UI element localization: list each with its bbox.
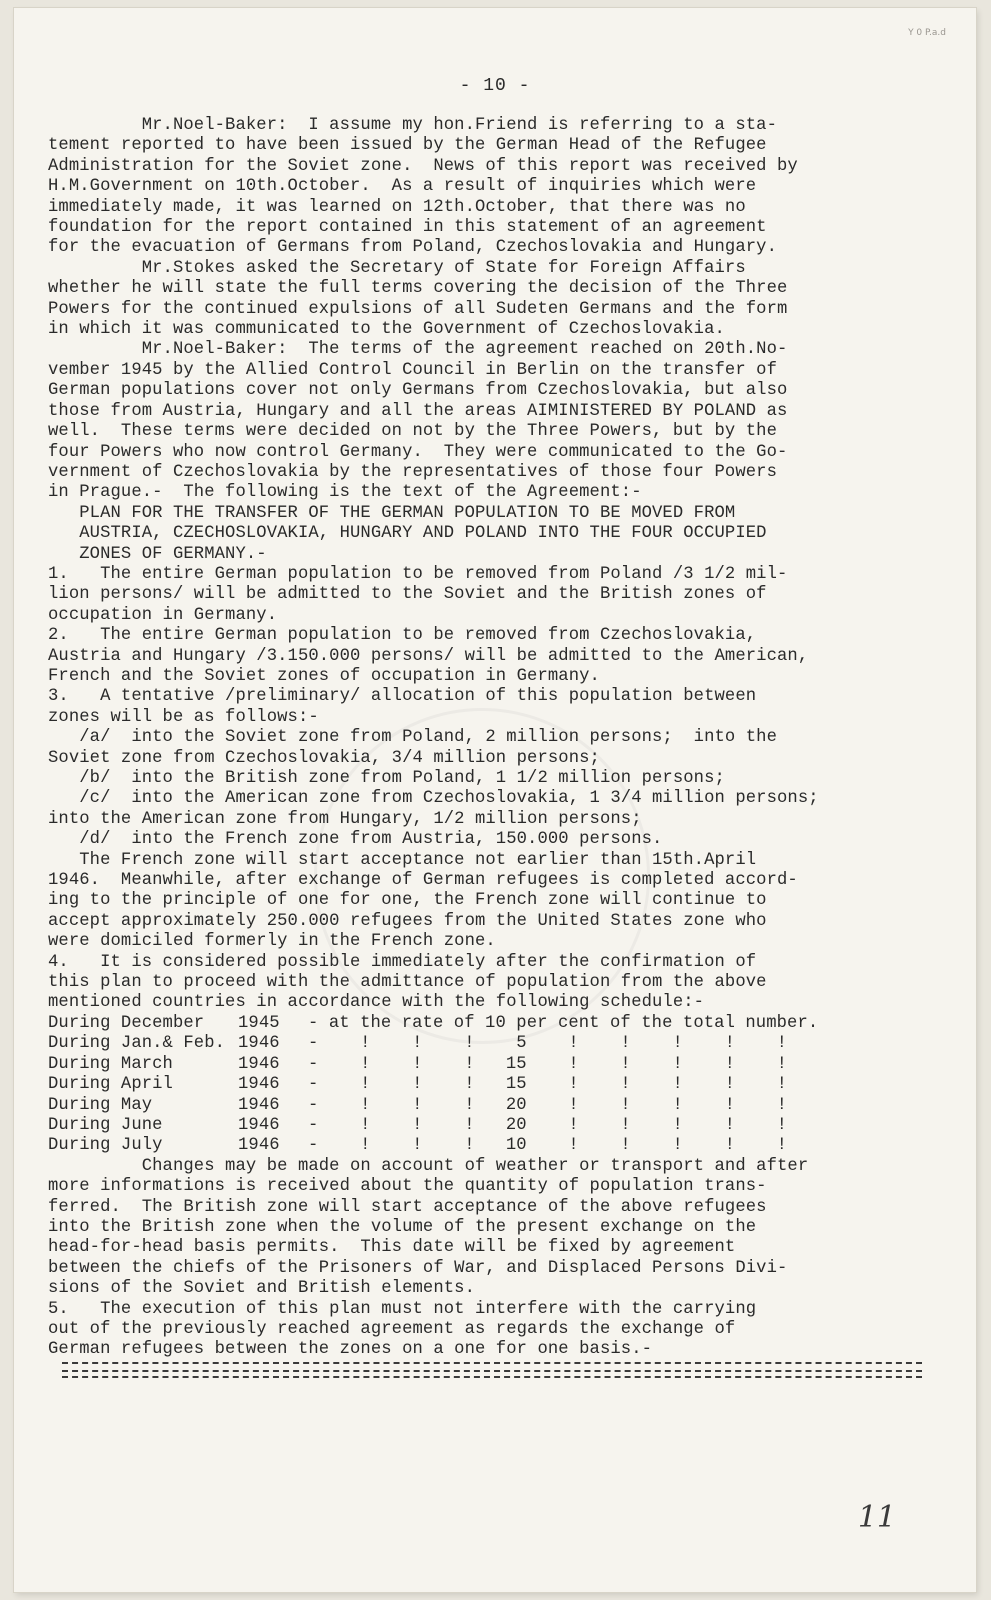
body-paragraphs <box>48 116 928 1014</box>
closing-paragraphs <box>48 1157 928 1361</box>
text-line: four Powers who now control Germany. They were communicated to the Go- <box>48 442 788 462</box>
text-line: /b/ into the British zone from Poland, 1 1/2 million persons; <box>48 769 725 788</box>
text-line: foundation for the report contained in this statement of an agreement <box>48 218 767 238</box>
text-line: Mr.Noel-Baker: I assume my hon.Friend is referring to a sta- <box>48 116 777 135</box>
text-line: sions of the Soviet and British elements. <box>48 1279 475 1299</box>
text-line: tement reported to have been issued by the German Head of the Refugee <box>48 136 767 156</box>
text-line: well. These terms were decided on not by the Three Powers, but by the <box>48 422 777 442</box>
text-line: mentioned countries in accordance with the following schedule:- <box>48 993 705 1013</box>
text-line: Soviet zone from Czechoslovakia, 3/4 million persons; <box>48 748 600 768</box>
double-separator-rule-top <box>62 1370 922 1372</box>
schedule-year-cell: 1946 <box>238 1095 280 1115</box>
text-line: /a/ into the Soviet zone from Poland, 2 million persons; into the <box>48 728 777 748</box>
text-line: vernment of Czechoslovakia by the representatives of those four Powers <box>48 462 777 482</box>
text-line: lion persons/ will be admitted to the Soviet and the British zones of <box>48 585 767 605</box>
text-line: Administration for the Soviet zone. News of this report was received by <box>48 156 798 176</box>
schedule-label-cell: During May <box>48 1095 153 1115</box>
text-line: /c/ into the American zone from Czechoslovakia, 1 3/4 million persons; <box>48 789 819 809</box>
text-line: for the evacuation of Germans from Poland, Czechoslovakia and Hungary. <box>48 238 777 258</box>
text-line: Changes may be made on account of weather or transport and after <box>48 1156 809 1176</box>
text-line: immediately made, it was learned on 12th.October, that there was no <box>48 197 746 217</box>
schedule-rest-cell: - at the rate of 10 per cent of the total number. <box>308 1013 819 1033</box>
schedule-year-cell: 1946 <box>238 1136 280 1156</box>
text-line: this plan to proceed with the admittance of population from the above <box>48 973 767 993</box>
text-line: between the chiefs of the Prisoners of War, and Displaced Persons Divi- <box>48 1258 788 1278</box>
text-line: The French zone will start acceptance not earlier than 15th.April <box>48 850 757 870</box>
schedule-label-cell: During June <box>48 1115 163 1135</box>
typed-text-body <box>48 116 928 1361</box>
text-line: 1. The entire German population to be removed from Poland /3 1/2 mil- <box>48 564 788 584</box>
schedule-label-cell: During April <box>48 1075 173 1095</box>
schedule-rest-cell: - ! ! ! 10 ! ! ! ! ! <box>308 1136 788 1156</box>
schedule-rest-cell: - ! ! ! 20 ! ! ! ! ! <box>308 1095 788 1115</box>
text-line: ing to the principle of one for one, the French zone will continue to <box>48 891 767 911</box>
text-line: into the British zone when the volume of the present exchange on the <box>48 1217 757 1237</box>
text-line: PLAN FOR THE TRANSFER OF THE GERMAN POPULATION TO BE MOVED FROM <box>48 503 736 523</box>
text-line: 1946. Meanwhile, after exchange of German refugees is completed accord- <box>48 871 798 891</box>
schedule-label-cell: During Jan.& Feb. <box>48 1034 226 1054</box>
text-line: ferred. The British zone will start acceptance of the above refugees <box>48 1197 767 1217</box>
corner-pencil-mark: Y 0 P.a.d <box>908 28 946 38</box>
text-line: in which it was communicated to the Government of Czechoslovakia. <box>48 320 725 340</box>
text-line: German populations cover not only Germans from Czechoslovakia, but also <box>48 381 788 401</box>
schedule-year-cell: 1946 <box>238 1034 280 1054</box>
text-line: Powers for the continued expulsions of all Sudeten Germans and the form <box>48 299 788 319</box>
text-line: 5. The execution of this plan must not interfere with the carrying <box>48 1299 757 1319</box>
text-line: into the American zone from Hungary, 1/2 million persons; <box>48 809 642 829</box>
text-line: H.M.Government on 10th.October. As a result of inquiries which were <box>48 177 757 197</box>
dotted-separator-rule <box>62 1362 922 1364</box>
schedule-label-cell: During December <box>48 1013 205 1033</box>
text-line: French and the Soviet zones of occupation in Germany. <box>48 666 600 686</box>
schedule-rest-cell: - ! ! ! 20 ! ! ! ! ! <box>308 1115 788 1135</box>
schedule-label-cell: During July <box>48 1136 163 1156</box>
handwritten-folio-number: 11 <box>857 1500 896 1535</box>
document-page <box>14 8 976 1592</box>
text-line: 2. The entire German population to be removed from Czechoslovakia, <box>48 626 757 646</box>
transfer-schedule-table <box>48 1014 928 1157</box>
text-line: 3. A tentative /preliminary/ allocation of this population between <box>48 687 757 707</box>
text-line: zones will be as follows:- <box>48 707 319 727</box>
text-line: AUSTRIA, CZECHOSLOVAKIA, HUNGARY AND POLAND INTO THE FOUR OCCUPIED <box>48 524 767 544</box>
schedule-rest-cell: - ! ! ! 5 ! ! ! ! ! <box>308 1034 788 1054</box>
text-line: were domiciled formerly in the French zone. <box>48 932 496 952</box>
text-line: vember 1945 by the Allied Control Council in Berlin on the transfer of <box>48 360 777 380</box>
schedule-label-cell: During March <box>48 1054 173 1074</box>
text-line: Mr.Stokes asked the Secretary of State for Foreign Affairs <box>48 258 746 278</box>
text-line: ZONES OF GERMANY.- <box>48 544 267 564</box>
text-line: accept approximately 250.000 refugees from the United States zone who <box>48 911 767 931</box>
text-line: head-for-head basis permits. This date will be fixed by agreement <box>48 1238 736 1258</box>
schedule-year-cell: 1946 <box>238 1075 280 1095</box>
text-line: occupation in Germany. <box>48 605 278 625</box>
schedule-rest-cell: - ! ! ! 15 ! ! ! ! ! <box>308 1075 788 1095</box>
text-line: whether he will state the full terms covering the decision of the Three <box>48 279 788 299</box>
text-line: Mr.Noel-Baker: The terms of the agreement reached on 20th.No- <box>48 340 788 360</box>
schedule-year-cell: 1945 <box>238 1013 280 1033</box>
double-separator-rule-bottom <box>62 1376 922 1378</box>
text-line: those from Austria, Hungary and all the areas AIMINISTERED BY POLAND as <box>48 401 788 421</box>
page-number: - 10 - <box>459 76 531 96</box>
text-line: Austria and Hungary /3.150.000 persons/ will be admitted to the American, <box>48 646 809 666</box>
schedule-year-cell: 1946 <box>238 1115 280 1135</box>
text-line: more informations is received about the quantity of population trans- <box>48 1177 767 1197</box>
text-line: German refugees between the zones on a one for one basis.- <box>48 1340 653 1360</box>
text-line: 4. It is considered possible immediately after the confirmation of <box>48 952 757 972</box>
schedule-year-cell: 1946 <box>238 1054 280 1074</box>
text-line: /d/ into the French zone from Austria, 150.000 persons. <box>48 830 663 850</box>
text-line: in Prague.- The following is the text of the Agreement:- <box>48 483 642 503</box>
text-line: out of the previously reached agreement as regards the exchange of <box>48 1319 736 1339</box>
schedule-rest-cell: - ! ! ! 15 ! ! ! ! ! <box>308 1054 788 1074</box>
